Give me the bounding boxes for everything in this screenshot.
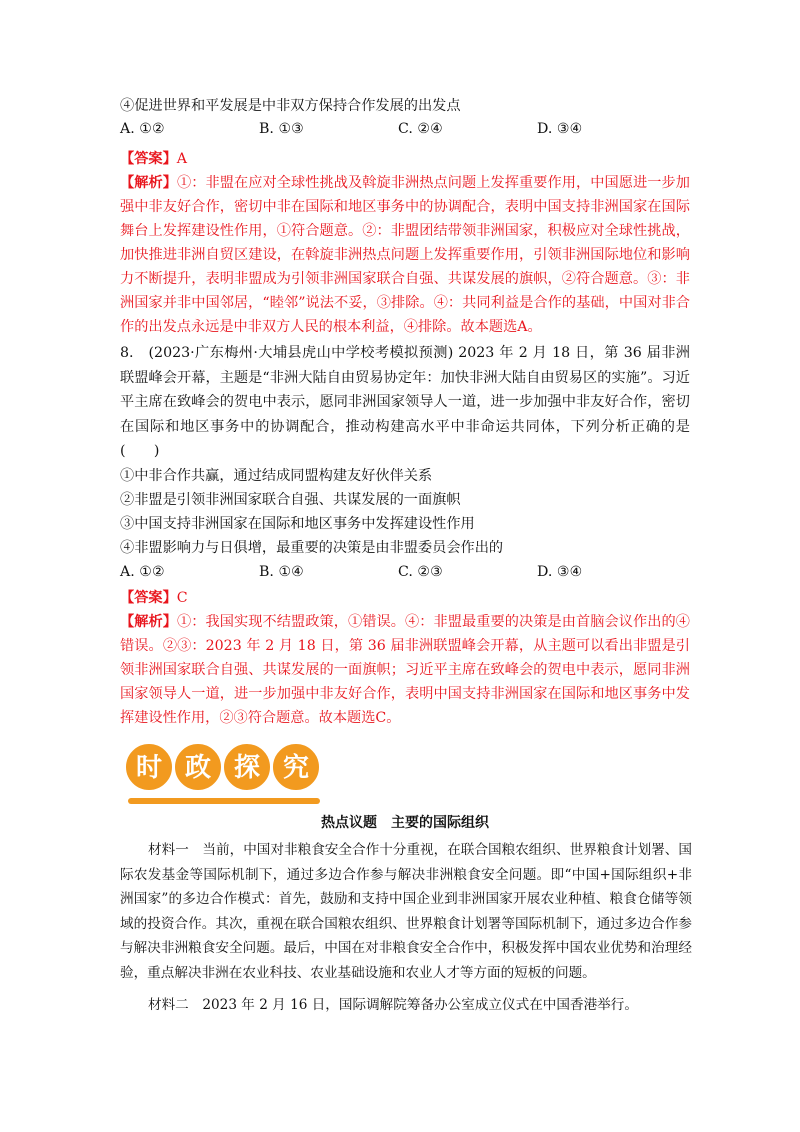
q8-answer bbox=[120, 586, 690, 610]
question-8-stem: 8. (2023·广东梅州·大埔县虎山中学校考模拟预测) 2023 年 2 月 18 日，第 36 届非洲联盟峰会开幕，主题是“非洲大陆自由贸易协定年：加快非洲大陆自由贸易区的实施”。习近平主席在致峰会的贺电中表示，愿同非洲国家领导人一道，进一步加强中非友好合作，密切在国际和地区事务中的协调配合，推动构建高水平中非命运共同体，下列分析正确的是( ) bbox=[120, 345, 690, 459]
option-b: B. ①④ bbox=[259, 563, 304, 580]
q8-statement-1: ①中非合作共赢，通过结成同盟构建友好伙伴关系 bbox=[120, 467, 433, 484]
prev-statement-4: ④促进世界和平发展是中非双方保持合作发展的出发点 bbox=[120, 98, 461, 114]
option-b: B. ①③ bbox=[259, 121, 304, 137]
analysis-text: ①：我国实现不结盟政策，①错误。④：非盟最重要的决策是由首脑会议作出的④错误。②③：2023 年 2 月 18 日，第 36 届非洲联盟峰会开幕，从主题可以看出非盟是引领非洲国家联合自强、共谋发展的一面旗帜；习近平主席在致峰会的贺电中表示，愿同非洲国家领导人一道，进一步加强中非友好合作，表明中国支持非洲国家在国际和地区事务中发挥建设性作用，②③符合题意。故本题选C。 bbox=[120, 613, 690, 726]
banner-badge bbox=[174, 743, 222, 791]
answer-label: 【答案】 bbox=[120, 589, 177, 606]
analysis-text: ①：非盟在应对全球性挑战及斡旋非洲热点问题上发挥重要作用，中国愿进一步加强中非友好合作，密切中非在国际和地区事务中的协调配合，表明中国支持非洲国家在国际舞台上发挥建设性作用，①符合题意。②：非盟团结带领非洲国家，积极应对全球性挑战，加快推进非洲自贸区建设，在斡旋非洲热点问题上发挥重要作用，引领非洲国际地位和影响力不断提升，表明非盟成为引领非洲国家联合自强、共谋发展的旗帜，②符合题意。③：非洲国家并非中国邻居，“睦邻”说法不妥，③排除。④：共同利益是合作的基础，中国对非合作的出发点永远是中非双方人民的根本利益，④排除。故本题选A。 bbox=[120, 175, 690, 335]
materials bbox=[120, 838, 692, 1018]
document-page bbox=[120, 96, 690, 730]
banner-badge bbox=[125, 743, 173, 791]
material-1: 材料一 当前，中国对非粮食安全合作十分重视，在联合国粮农组织、世界粮食计划署、国际农发基金等国际机制下，通过多边合作参与解决非洲粮食安全问题。即“中国+国际组织+非洲国家”的多边合作模式：首先，鼓励和支持中国企业到非洲国家开展农业种植、粮食仓储等领域的投资合作。其次，重视在联合国粮农组织、世界粮食计划署等国际机制下，通过多边合作参与解决非洲粮食安全问题。最后，中国在对非粮食安全合作中，积极发挥中国农业优势和治理经验，重点解决非洲在农业科技、农业基础设施和农业人才等方面的短板的问题。 bbox=[120, 842, 692, 981]
prev-analysis bbox=[120, 171, 690, 339]
option-a: A. ①② bbox=[120, 121, 165, 137]
analysis-label: 【解析】 bbox=[120, 613, 178, 630]
banner-badge bbox=[272, 743, 320, 791]
q8-analysis bbox=[120, 610, 690, 730]
q8-statement-2: ②非盟是引领非洲国家联合自强、共谋发展的一面旗帜 bbox=[120, 491, 461, 508]
banner-char: 探 bbox=[233, 753, 261, 783]
banner-char: 政 bbox=[184, 753, 212, 783]
current-affairs-banner bbox=[124, 740, 324, 808]
answer-value: A bbox=[176, 151, 188, 167]
q8-options bbox=[120, 560, 690, 584]
banner-badge bbox=[223, 743, 271, 791]
option-c: C. ②③ bbox=[398, 563, 443, 580]
option-d: D. ③④ bbox=[537, 121, 583, 137]
material-2: 材料二 2023 年 2 月 16 日，国际调解院筹备办公室成立仪式在中国香港举行。 bbox=[148, 997, 638, 1013]
answer-label: 【答案】 bbox=[120, 151, 177, 167]
banner-char: 时 bbox=[135, 753, 163, 783]
q8-statement-4: ④非盟影响力与日俱增，最重要的决策是由非盟委员会作出的 bbox=[120, 539, 504, 556]
option-c: C. ②④ bbox=[398, 121, 443, 137]
option-a: A. ①② bbox=[120, 563, 165, 580]
answer-value: C bbox=[176, 589, 188, 606]
banner-char: 究 bbox=[282, 753, 310, 783]
q8-statement-3: ③中国支持非洲国家在国际和地区事务中发挥建设性作用 bbox=[120, 515, 475, 532]
prev-answer bbox=[120, 147, 690, 171]
banner-underline bbox=[128, 798, 320, 804]
analysis-label: 【解析】 bbox=[120, 175, 178, 191]
option-d: D. ③④ bbox=[537, 563, 583, 580]
section-title: 热点议题 主要的国际组织 bbox=[321, 815, 489, 831]
prev-options bbox=[120, 117, 690, 141]
